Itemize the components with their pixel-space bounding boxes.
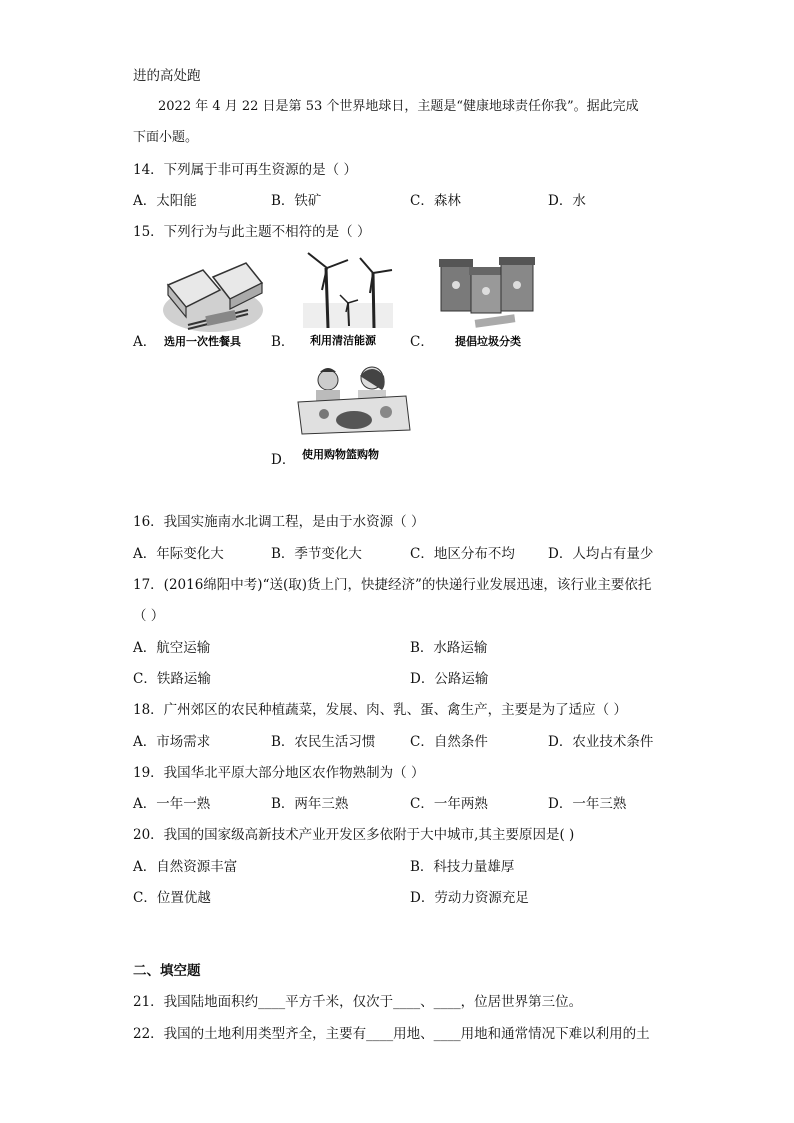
q19-option-c: C．一年两熟 <box>410 796 488 812</box>
q17-option-b: B．水路运输 <box>410 640 488 656</box>
q17-option-c: C．铁路运输 <box>133 671 211 687</box>
q18-option-d: D．农业技术条件 <box>548 734 654 750</box>
q19-option-a: A．一年一熟 <box>133 796 211 812</box>
question-14-stem: 14．下列属于非可再生资源的是（ ） <box>133 162 357 178</box>
q14-option-c: C．森林 <box>410 193 461 209</box>
section-heading-fill-in: 二、填空题 <box>133 963 201 979</box>
q16-option-d: D．人均占有量少 <box>548 546 654 562</box>
garbage-sorting-picture <box>435 255 545 350</box>
carry-over-line: 进的高处跑 <box>133 68 201 84</box>
q14-option-a: A．太阳能 <box>133 193 197 209</box>
disposable-tableware-picture <box>158 255 268 350</box>
q20-option-d: D．劳动力资源充足 <box>410 890 529 906</box>
q16-option-b: B．季节变化大 <box>271 546 362 562</box>
q17-option-d: D．公路运输 <box>410 671 489 687</box>
q15-option-a: A． <box>133 334 157 350</box>
q14-option-d: D．水 <box>548 193 586 209</box>
q20-option-c: C．位置优越 <box>133 890 211 906</box>
question-21-stem: 21．我国陆地面积约____平方千米，仅次于____、____，位居世界第三位。 <box>133 994 583 1010</box>
question-16-stem: 16．我国实施南水北调工程，是由于水资源（ ） <box>133 514 425 530</box>
q15-option-b: B． <box>271 334 295 350</box>
q18-option-a: A．市场需求 <box>133 734 211 750</box>
q18-option-c: C．自然条件 <box>410 734 488 750</box>
q15-option-d: D． <box>271 452 296 468</box>
question-22-stem: 22．我国的土地利用类型齐全，主要有____用地、____用地和通常情况下难以利用的土 <box>133 1026 650 1042</box>
question-19-stem: 19．我国华北平原大部分地区农作物熟制为（ ） <box>133 765 425 781</box>
shopping-basket-picture <box>294 362 414 467</box>
caption-shopping-basket: 使用购物篮购物 <box>302 448 379 461</box>
q20-option-a: A．自然资源丰富 <box>133 859 238 875</box>
q14-option-b: B．铁矿 <box>271 193 322 209</box>
q18-option-b: B．农民生活习惯 <box>271 734 376 750</box>
question-20-stem: 20．我国的国家级高新技术产业开发区多依附于大中城市,其主要原因是( ) <box>133 827 575 843</box>
q16-option-c: C．地区分布不均 <box>410 546 515 562</box>
q19-option-b: B．两年三熟 <box>271 796 349 812</box>
passage-line-1: 2022 年 4 月 22 日是第 53 个世界地球日，主题是“健康地球责任你我”。据此完成 <box>158 99 639 114</box>
question-17-stem: 17．(2016绵阳中考)“送(取)货上门，快捷经济”的快递行业发展迅速，该行业主要依托 <box>133 577 652 593</box>
q20-option-b: B．科技力量雄厚 <box>410 859 515 875</box>
caption-disposable-tableware: 选用一次性餐具 <box>164 335 241 348</box>
caption-garbage-sorting: 提倡垃圾分类 <box>455 335 521 348</box>
q17-option-a: A．航空运输 <box>133 640 211 656</box>
question-15-stem: 15．下列行为与此主题不相符的是（ ） <box>133 224 371 240</box>
q15-option-c: C． <box>410 334 434 350</box>
q16-option-a: A．年际变化大 <box>133 546 224 562</box>
q19-option-d: D．一年三熟 <box>548 796 627 812</box>
caption-clean-energy: 利用清洁能源 <box>310 334 376 347</box>
wind-turbines-picture <box>298 248 398 348</box>
question-18-stem: 18．广州郊区的农民种植蔬菜，发展、肉、乳、蛋、禽生产，主要是为了适应（ ） <box>133 702 627 718</box>
passage-line-2: 下面小题。 <box>133 130 199 145</box>
question-17-stem-cont: （ ） <box>133 608 165 624</box>
